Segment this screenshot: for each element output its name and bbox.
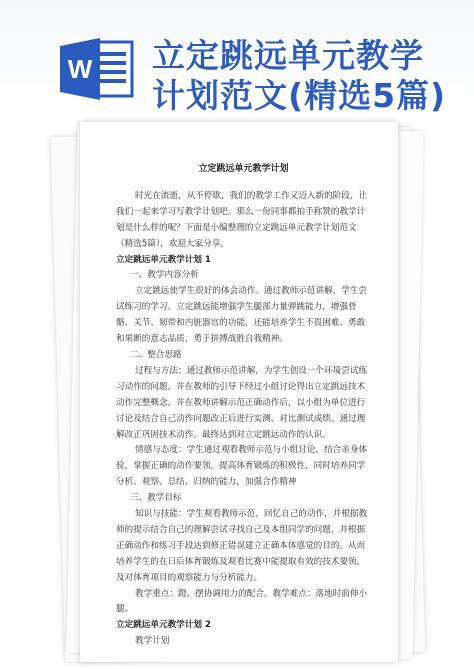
svg-text:W: W	[67, 54, 93, 84]
subheading-integration: 二、整合思路	[130, 349, 182, 360]
section-heading-2: 立定跳远单元教学计划 2	[116, 620, 211, 631]
intro-paragraph: 时光在流逝，从不停歇，我们的教学工作又迈入新的阶段，让我们一起来学习写教学计划吧。那么一份同事都拍手称赞的教学计划是什么样的呢？下面是小编整理的立定跳远单元教学计划范文（精选5篇），欢迎大家分享。	[116, 190, 368, 249]
paragraph-knowledge-skill: 知识与技能：学生观看教师示范，回忆自己的动作，并根据教师的提示结合自己的理解尝试寻找自己及本组同学的问题，并根据正确动作和练习手段达到修正错误建立正确本体感觉的目的。从而培养学生的在日后体育锻炼及观看比赛中能提取有效的技术要领，及对体育项目的观察能力与分析能力。	[116, 509, 368, 583]
page-title-line-1: 立定跳远单元教学	[152, 36, 424, 75]
subheading-content-analysis: 一、教学内容分析	[130, 270, 199, 281]
subheading-teaching-goals: 三、教学目标	[130, 493, 182, 504]
paragraph-key-points: 教学重点：蹬、摆协调用力的配合。教学难点：落地时前伸小腿。	[116, 588, 368, 615]
paragraph-content-analysis: 立定跳远使学生很好的体会动作。通过教师示范讲解，学生尝试练习的学习。立定跳远能增强学生腿部力量弹跳能力，增强骨骼、关节、韧带和内脏器官的功能，还能培养学生不畏困难、勇敢和果断的意志品质，勇于拼搏战胜自我精神。	[116, 286, 368, 345]
paragraph-emotion-attitude: 情感与态度：学生通过观看教师示范与小组讨论，结合亲身体验，掌握正确的动作要领，提高体育锻炼的积极性，同时培养同学分析、观察、总结、归纳的能力，加强合作精神	[116, 445, 368, 488]
word-icon	[60, 38, 134, 100]
document-title: 立定跳远单元教学计划	[198, 164, 289, 174]
section-heading-1: 立定跳远单元教学计划 1	[116, 254, 211, 265]
header-banner	[0, 0, 474, 115]
paragraph-process-method: 过程与方法：通过教师示范讲解，为学生创设一个环境尝试练习动作的问题，并在教师的引导下经过小组讨论得出立定跳远技术动作完整概念，并在教师讲解示范正确动作后，以小组为单位进行讨论及结合自己动作问题改正后进行实测，对比测试成绩。通过理解改正巩固技术动作。最终达到对立定跳远动作的认识。	[116, 365, 368, 440]
document-body	[116, 162, 371, 650]
paragraph-teaching-plan: 教学计划	[135, 636, 170, 647]
page-title-line-2: 计划范文(精选5篇)	[152, 76, 447, 115]
